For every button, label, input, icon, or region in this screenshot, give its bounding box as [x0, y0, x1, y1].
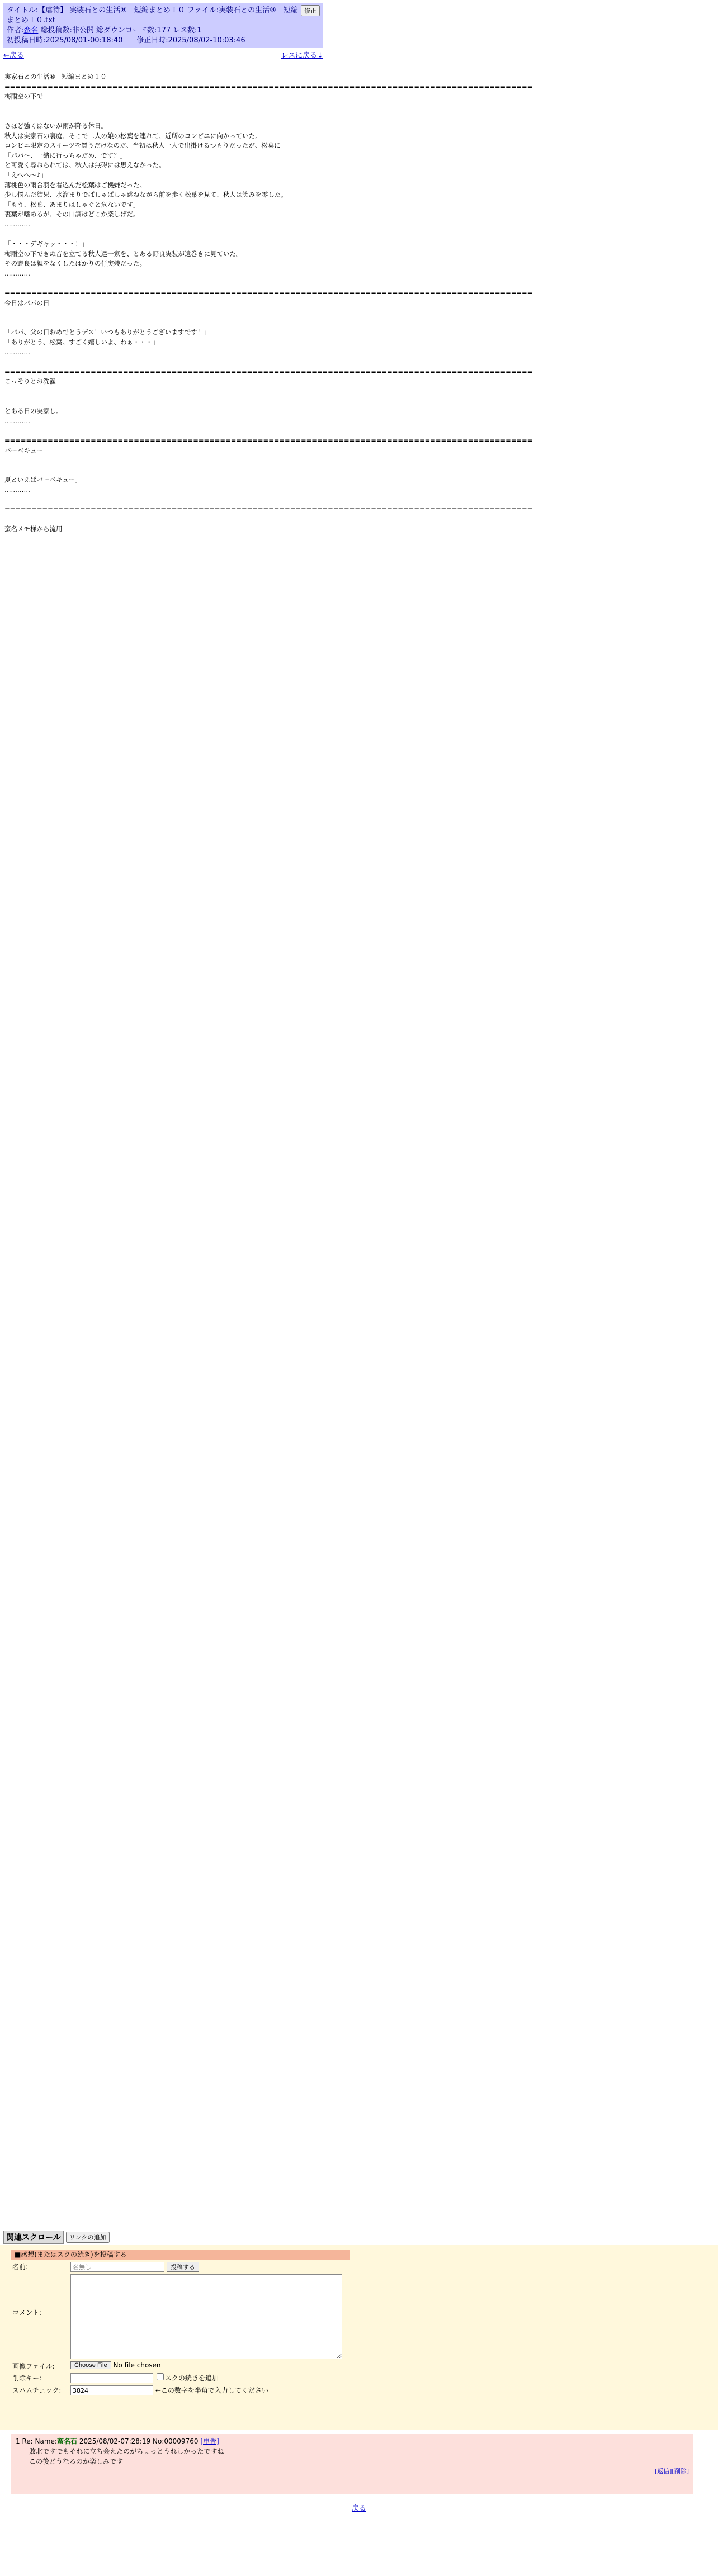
add-link-button[interactable]: リンクの追加 [66, 2232, 110, 2243]
top-nav [3, 48, 323, 61]
story-body: 実家石との生活⑧ 短編まとめ１０ ================================================================================================== 梅雨空の下で さほど強くはないが雨が降る休日。 秋人は実家石の裏庭、そこで二人の娘の松葉を連れて、近所のコンビニに向かっていた。 コンビニ限定のスイーツを買うだけなのだ、当初は秋人一人で出掛けるつもりだったが、松葉に 「パパ〜、一緒に行っちゃだめ、です？」 と可愛く尋ねられては、秋人は無碍には思えなかった。 「えへへ〜♪」 薄桃色の雨合羽を着込んだ松葉はご機嫌だった。 少し悩んだ結果、水溜まりでぱしゃぱしゃ跳ねながら前を歩く松葉を見て、秋人は笑みを零した。 「もう、松葉、あまりはしゃぐと危ないです」 裏葉が嗜めるが、その口調はどこか楽しげだ。 ………… 「・・・デギャッ・・・！」 梅雨空の下できぬ音を立てる秋人達一家を、とある野良実装が遠巻きに見ていた。 その野良は親をなくしたばかりの仔実装だった。 ………… ================================================================================================== 今日はパパの日 「パパ、父の日おめでとうデス！いつもありがとうございますです！」 「ありがとう、松葉。すごく嬉しいよ、わぁ・・・」 ………… ================================================================================================== こっそりとお洗濯 とある日の実家し。 ………… ================================================================================================== バーベキュー 夏といえばバーベキュー。 ………… ================================================================================================== 蛮名メモ様から流用 [4, 73, 533, 533]
back-link-bottom[interactable]: 戻る [351, 2504, 366, 2513]
name-input[interactable] [70, 2262, 164, 2272]
spam-note: ←この数字を半角で入力してください [155, 2386, 268, 2394]
title-prefix: タイトル: [7, 6, 39, 15]
submit-button[interactable]: 投稿する [167, 2262, 199, 2272]
related-scroll-title: 関連スクロール [3, 2231, 64, 2244]
bottom-nav [0, 2502, 718, 2513]
comment-form [12, 2262, 342, 2398]
spam-label: スパムチェック: [12, 2386, 62, 2394]
stats-text: 総投稿数:非公開 総ダウンロード数:177 レス数:1 [38, 26, 202, 35]
modified-date: 2025/08/02-10:03:46 [168, 36, 245, 45]
report-link[interactable]: [申告] [200, 2437, 219, 2445]
reply-item [16, 2436, 689, 2476]
reply-author: 蛮名石 [56, 2437, 77, 2445]
page-header [3, 3, 323, 48]
reply-datetime: 2025/08/02-07:28:19 No:00009760 [79, 2437, 199, 2445]
comment-label: コメント: [12, 2309, 42, 2317]
jump-to-replies-link[interactable]: レスに戻る↓ [281, 51, 323, 60]
delete-key-label: 削除キー: [12, 2374, 42, 2382]
spam-input[interactable] [70, 2385, 153, 2395]
file-row [12, 2361, 342, 2371]
reply-re-label: Re: [22, 2437, 33, 2445]
date-line [7, 36, 320, 46]
spam-row [12, 2385, 342, 2395]
append-story-label: スクの続きを追加 [164, 2374, 219, 2382]
append-story-checkbox[interactable] [157, 2373, 164, 2380]
comment-row [12, 2274, 342, 2359]
reply-text-line1: 敗北ですでもそれに立ち会えたのがちょっとうれしかったですね [29, 2447, 224, 2455]
file-label: 画像ファイル: [12, 2362, 55, 2370]
reply-number: 1 [16, 2437, 20, 2445]
reply-list [11, 2434, 693, 2494]
name-label: 名前: [12, 2263, 29, 2271]
author-line [7, 26, 320, 36]
first-post-label: 初投稿日時: [7, 36, 46, 45]
form-header: ■感想(またはスクの続き)を投稿する [11, 2250, 350, 2260]
delete-key-input[interactable] [70, 2373, 153, 2383]
comment-form-area [0, 2245, 718, 2430]
comment-textarea[interactable] [70, 2274, 342, 2359]
first-post-date: 2025/08/01-00:18:40 [45, 36, 123, 45]
file-status: No file chosen [113, 2361, 161, 2369]
page-title: 【虐待】 実装石との生活⑧ 短編まとめ１０ ファイル:実装石との生活⑧ 短編まとめ１０.txt [7, 6, 298, 25]
name-row [12, 2262, 342, 2272]
reply-action-links[interactable]: [返信][削除] [654, 2468, 689, 2475]
reply-text-line2: この後どうなるのか楽しみです [29, 2457, 124, 2465]
choose-file-button[interactable]: Choose File [70, 2361, 111, 2369]
author-link[interactable]: 蛮名 [23, 26, 39, 35]
edit-button[interactable]: 修正 [301, 5, 320, 16]
title-line [7, 6, 320, 26]
back-link-top[interactable]: ←戻る [3, 51, 24, 60]
reply-name-label: Name: [35, 2437, 57, 2445]
related-scroll-bar [3, 2232, 563, 2243]
delete-key-row [12, 2373, 342, 2383]
modified-label: 修正日時: [136, 36, 168, 45]
author-label: 作者: [7, 26, 24, 35]
